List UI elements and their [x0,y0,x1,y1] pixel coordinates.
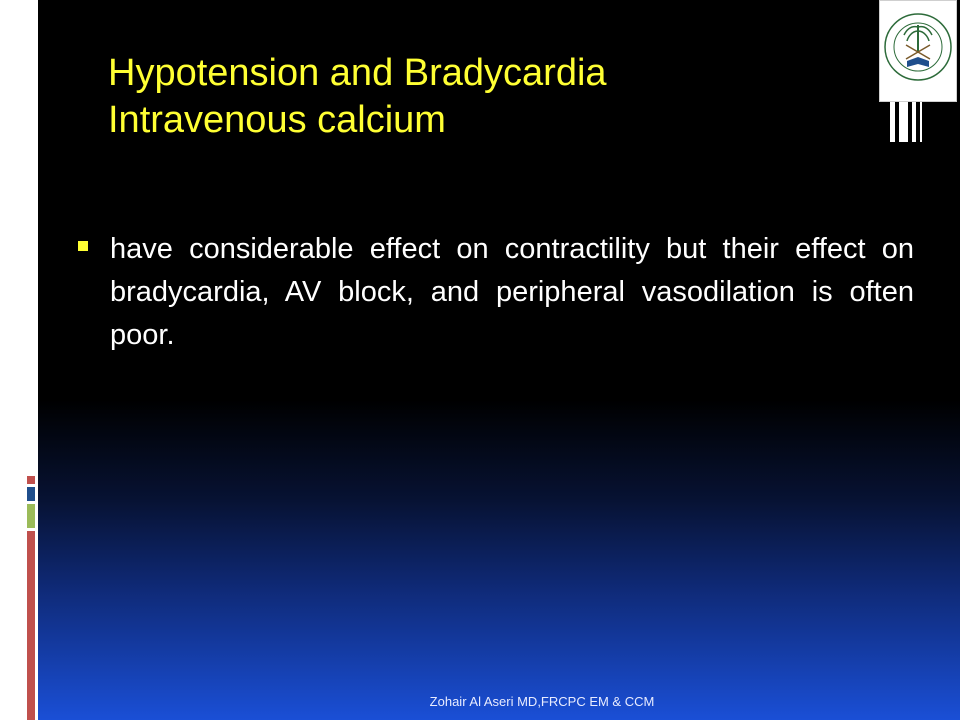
slide-footer: Zohair Al Aseri MD,FRCPC EM & CCM [429,694,655,709]
decor-bar-green [27,504,35,528]
king-saud-university-emblem-icon [880,1,956,101]
decor-bar-blue [27,487,35,501]
university-logo [879,0,957,102]
bullet-list [78,228,914,357]
decor-bar-red-long [27,531,35,720]
bullet-item [78,228,914,357]
title-line-2: Intravenous calcium [108,99,446,141]
bullet-text: have considerable effect on contractility but their effect on bradycardia, AV block, and peripheral vasodilation is often poor. [110,233,914,351]
square-bullet-icon [78,241,88,251]
title-line-1: Hypotension and Bradycardia [108,52,607,94]
slide-title [108,50,808,144]
decor-bar-red-top [27,476,35,484]
